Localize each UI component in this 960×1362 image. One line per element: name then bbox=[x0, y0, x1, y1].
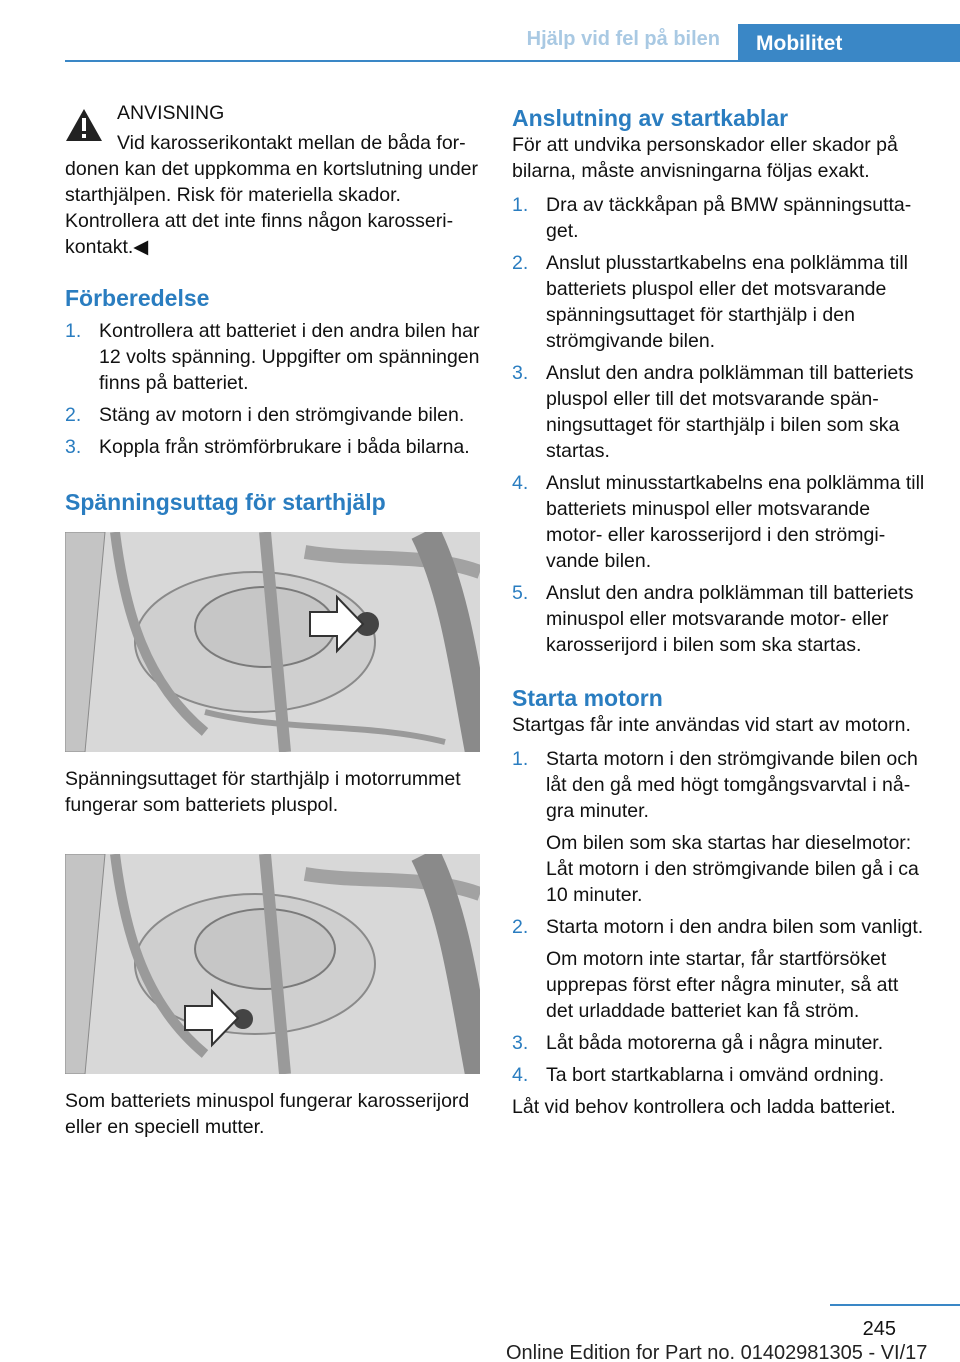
heading-start-engine: Starta motorn bbox=[512, 685, 663, 711]
left-column bbox=[65, 100, 480, 1140]
list-item: 2. Stäng av motorn i den strömgivande bilen. bbox=[65, 404, 465, 426]
warning-box bbox=[65, 100, 480, 260]
header-rule bbox=[65, 60, 960, 62]
footer-rule bbox=[830, 1304, 960, 1306]
list-item: 2. Starta motorn i den andra bilen som vanligt. Om motorn inte startar, får startförsöket upprepas först efter några minuter, så att det urladdade batteriet kan få ström. bbox=[512, 916, 924, 1022]
list-item: 1. Kontrollera att batteriet i den andra bilen har 12 volts spänning. Uppgifter om spänningen finns på batteriet. bbox=[65, 320, 480, 394]
list-item: 5. Anslut den andra polklämman till batteriets minuspol eller motsvarande motor- eller karosserijord i bilen som ska startas. bbox=[512, 582, 914, 656]
header-chapter-tab: Mobilitet bbox=[738, 24, 960, 62]
engine-bay-figure-minus bbox=[65, 854, 480, 1074]
warning-triangle-icon bbox=[65, 108, 103, 142]
list-item: 2. Anslut plusstartkabelns ena polklämma till batteriets pluspol eller det motsvarande spänningsuttaget för starthjälp i den strömgivande bilen. bbox=[512, 252, 909, 352]
heading-connect-cables: Anslutning av startkablar bbox=[512, 105, 789, 131]
start-steps bbox=[512, 746, 930, 1088]
page-number: 245 bbox=[862, 1318, 896, 1340]
warning-title: ANVISNING bbox=[117, 102, 225, 124]
list-item: 1. Starta motorn i den strömgivande bilen och låt den gå med högt tomgångsvarvtal i några minuter. Om bilen som ska startas har dieselmotor: Låt motorn i den strömgivande bilen gå i ca 10 minuter. bbox=[512, 748, 919, 906]
list-item: 3. Anslut den andra polklämman till batteriets pluspol eller till det motsvarande spänningsuttaget för starthjälp i bilen som ska startas. bbox=[512, 362, 914, 462]
heading-preparation: Förberedelse bbox=[65, 285, 210, 311]
right-column bbox=[512, 100, 930, 1120]
list-item: 3. Koppla från strömförbrukare i båda bilarna. bbox=[65, 436, 470, 458]
start-outro: Låt vid behov kontrollera och ladda batteriet. bbox=[512, 1096, 896, 1118]
engine-bay-figure-plus bbox=[65, 532, 480, 752]
start-intro: Startgas får inte användas vid start av motorn. bbox=[512, 714, 911, 736]
warning-text: Vid karosserikontakt mellan de båda fordonen kan det uppkomma en kortslutning under starthjälpen. Risk för materiella skador. Kontrollera att det inte finns någon karosserikontakt.◀ bbox=[65, 132, 479, 258]
list-item: 4. Anslut minusstartkabelns ena polklämma till batteriets minuspol eller motsvarande motor- eller karosserijord i den strömgivande bilen. bbox=[512, 472, 925, 572]
connect-steps bbox=[512, 192, 930, 658]
connect-intro: För att undvika personskador eller skador på bilarna, måste anvisningarna följas exakt. bbox=[512, 134, 898, 182]
list-item: 1. Dra av täckkåpan på BMW spänningsuttaget. bbox=[512, 194, 912, 242]
list-item: 3. Låt båda motorerna gå i några minuter. bbox=[512, 1032, 884, 1054]
header-section-title: Hjälp vid fel på bilen bbox=[526, 28, 720, 50]
footer-edition: Online Edition for Part no. 01402981305 - VI/17 bbox=[506, 1342, 928, 1362]
heading-socket: Spänningsuttag för starthjälp bbox=[65, 489, 386, 515]
figure-caption-minus: Som batteriets minuspol fungerar karosserijord eller en speciell mutter. bbox=[65, 1090, 470, 1138]
figure-caption-plus: Spänningsuttaget för starthjälp i motorrummet fungerar som batteriets pluspol. bbox=[65, 768, 461, 816]
list-item: 4. Ta bort startkablarna i omvänd ordning. bbox=[512, 1064, 885, 1086]
preparation-steps bbox=[65, 318, 480, 460]
